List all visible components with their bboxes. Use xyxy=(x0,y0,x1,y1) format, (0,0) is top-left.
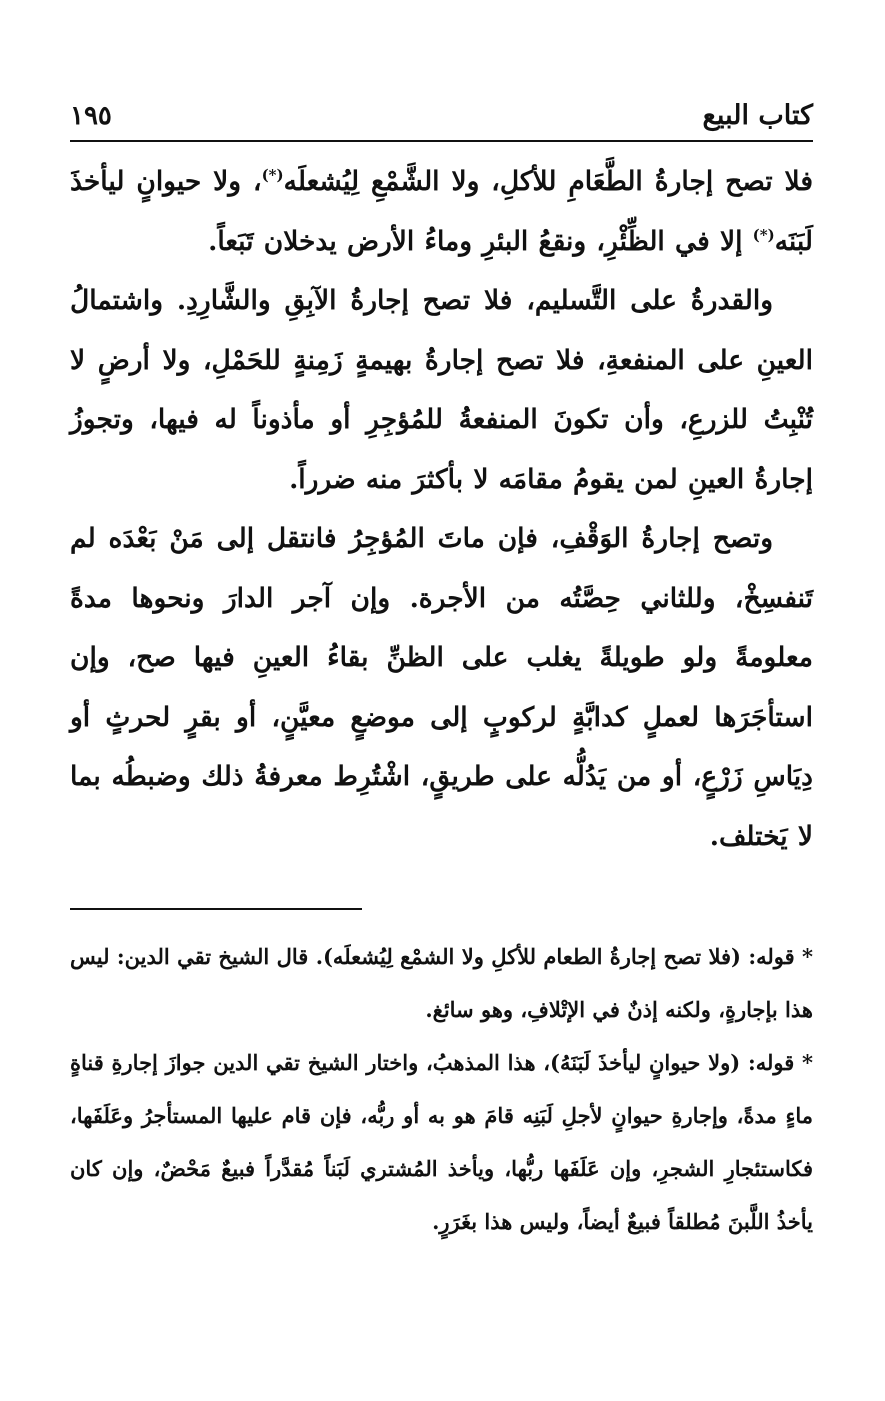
paragraph: وتصح إجارةُ الوَقْفِ، فإن ماتَ المُؤجِرُ فانتقل إلى مَنْ بَعْدَه لم تَنفسِخْ، وللثاني حِصَّتُه من الأجرة. وإن آجر الدارَ ونحوها مدةً معلومةً ولو طويلةً يغلب على الظنِّ بقاءُ العينِ فيها صح، وإن استأجَرَها لعملٍ كدابَّةٍ لركوبٍ إلى موضعٍ معيَّنٍ، أو بقرٍ لحرثٍ أو دِيَاسِ زَرْعٍ، أو من يَدُلُّه على طريقٍ، اشْتُرِط معرفةُ ذلك وضبطُه بما لا يَختلف. xyxy=(70,523,813,852)
footnote-marker: (*) xyxy=(261,166,284,185)
main-text xyxy=(70,152,813,866)
text-segment: إلا في الظِّئْرِ، ونقعُ البئرِ وماءُ الأرض يدخلان تَبَعاً. xyxy=(208,225,753,257)
running-header xyxy=(70,96,813,142)
paragraph xyxy=(70,152,813,271)
footnotes xyxy=(70,930,813,1248)
page-number: ١٩٥ xyxy=(70,101,112,131)
chapter-title: كتاب البيع xyxy=(702,100,813,131)
footnote-marker: (*) xyxy=(752,225,775,244)
text-segment: فلا تصح إجارةُ الطَّعَامِ للأكلِ، ولا الشَّمْعِ لِيُشعلَه xyxy=(283,166,813,197)
footnote-divider xyxy=(70,908,362,910)
footnote: * قوله: (فلا تصح إجارةُ الطعام للأكلِ ولا الشمْع لِيُشعلَه). قال الشيخ تقي الدين: ليس هذا بإجارةٍ، ولكنه إذنٌ في الإتْلافِ، وهو سائغ. xyxy=(70,944,813,1022)
paragraph: والقدرةُ على التَّسليم، فلا تصح إجارةُ الآبِقِ والشَّارِدِ. واشتمالُ العينِ على المنفعةِ، فلا تصح إجارةُ بهيمةٍ زَمِنةٍ للحَمْلِ، ولا أرضٍ لا تُنْبِتُ للزرعِ، وأن تكونَ المنفعةُ للمُؤجِرِ أو مأذوناً له فيها، وتجوزُ إجارةُ العينِ لمن يقومُ مقامَه لا بأكثرَ منه ضرراً. xyxy=(70,285,813,495)
footnote: * قوله: (ولا حيوانٍ ليأخذَ لَبَنَهُ)، هذا المذهبُ، واختار الشيخ تقي الدين جوازَ إجارةِ قناةٍ ماءٍ مدةً، وإجارةِ حيوانٍ لأجلِ لَبَنِه قامَ هو به أو ربُّه، فإن قام عليها المستأجرُ وعَلَفَها، فكاستئجارِ الشجرِ، وإن عَلَفَها ربُّها، ويأخذ المُشتري لَبَناً مُقدَّراً فبيعٌ مَحْضٌ، وإن كان يأخذُ اللَّبنَ مُطلقاً فبيعٌ أيضاً، وليس هذا بغَرَرٍ. xyxy=(70,1050,813,1234)
text-segment: ، ولا حيوانٍ ليأخذَ لَبَنَه xyxy=(70,166,813,257)
